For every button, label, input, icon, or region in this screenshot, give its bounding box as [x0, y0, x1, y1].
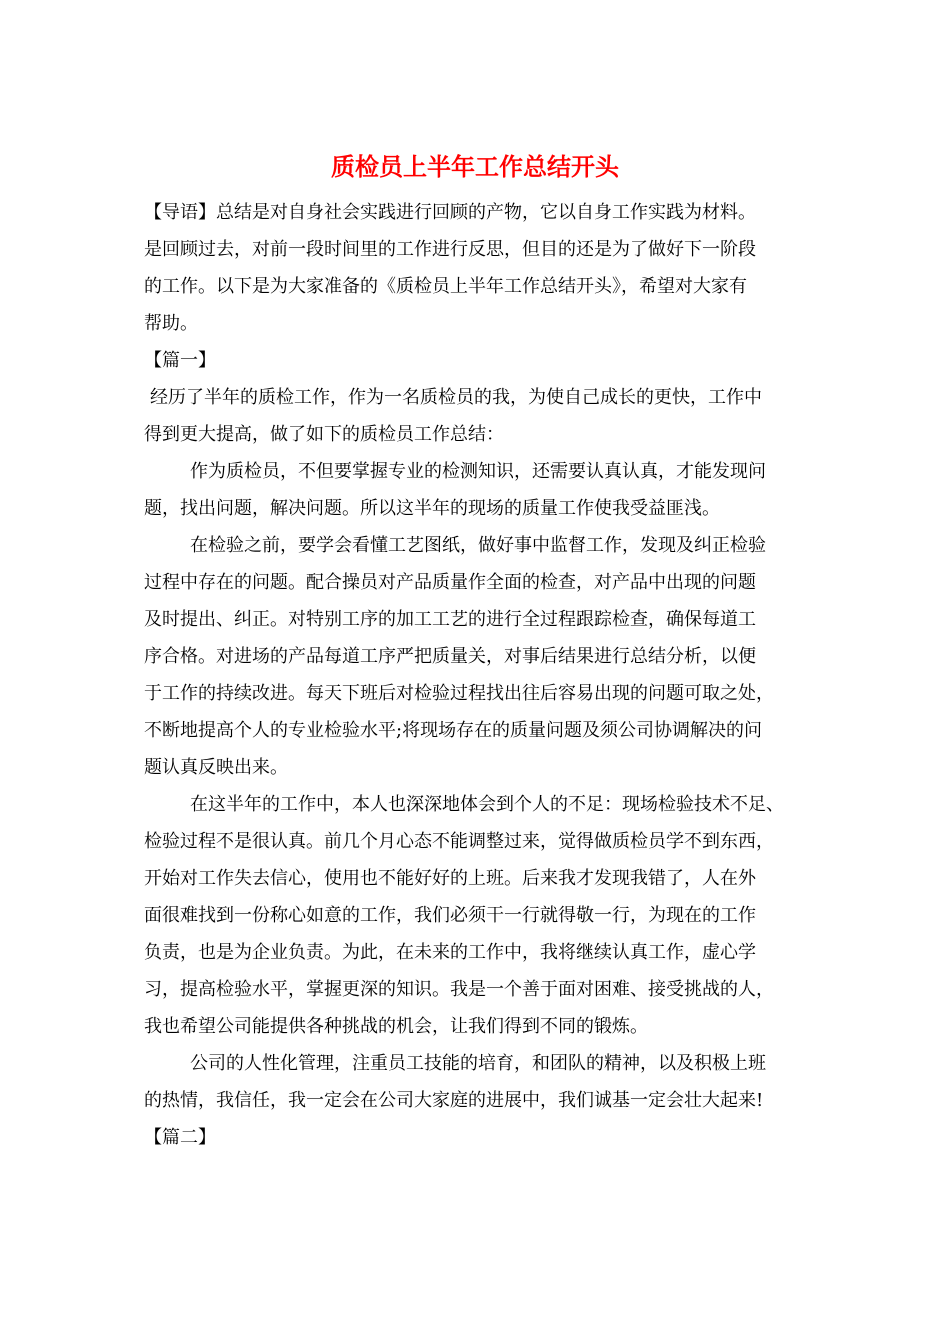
- paragraph-line: 负责，也是为企业负责。为此，在未来的工作中，我将继续认真工作，虚心学: [144, 942, 756, 963]
- paragraph-line: 得到更大提高，做了如下的质检员工作总结：: [144, 424, 504, 445]
- paragraph-line: 过程中存在的问题。配合操员对产品质量作全面的检查，对产品中出现的问题: [144, 572, 756, 593]
- paragraph-line: 习，提高检验水平，掌握更深的知识。我是一个善于面对困难、接受挑战的人，: [144, 979, 774, 1000]
- paragraph-line: 的热情，我信任，我一定会在公司大家庭的进展中，我们诚基一定会壮大起来!: [144, 1090, 764, 1111]
- paragraph-line: 作为质检员，不但要掌握专业的检测知识，还需要认真认真，才能发现问: [190, 461, 766, 482]
- paragraph-line: 题认真反映出来。: [144, 757, 288, 778]
- intro-line-2: 是回顾过去，对前一段时间里的工作进行反思，但目的还是为了做好下一阶段: [144, 239, 756, 260]
- document-title: 质检员上半年工作总结开头: [331, 152, 619, 181]
- paragraph-line: 于工作的持续改进。每天下班后对检验过程找出往后容易出现的问题可取之处，: [144, 683, 774, 704]
- paragraph-line: 题，找出问题，解决问题。所以这半年的现场的质量工作使我受益匪浅。: [144, 498, 720, 519]
- paragraph-line: 公司的人性化管理，注重员工技能的培育，和团队的精神，以及积极上班: [190, 1053, 766, 1074]
- intro-line-1: 【导语】总结是对自身社会实践进行回顾的产物，它以自身工作实践为材料。: [144, 202, 756, 223]
- paragraph-line: 在检验之前，要学会看懂工艺图纸，做好事中监督工作，发现及纠正检验: [190, 535, 766, 556]
- paragraph-line: 开始对工作失去信心，使用也不能好好的上班。后来我才发现我错了，人在外: [144, 868, 756, 889]
- paragraph-line: 不断地提高个人的专业检验水平;将现场存在的质量问题及须公司协调解决的问: [144, 720, 763, 741]
- paragraph-line: 面很难找到一份称心如意的工作，我们必须干一行就得敬一行，为现在的工作: [144, 905, 756, 926]
- paragraph-line: 我也希望公司能提供各种挑战的机会，让我们得到不同的锻炼。: [144, 1016, 648, 1037]
- paragraph-line: 及时提出、纠正。对特别工序的加工工艺的进行全过程跟踪检查，确保每道工: [144, 609, 756, 630]
- paragraph-line: 经历了半年的质检工作，作为一名质检员的我，为使自己成长的更快，工作中: [150, 387, 762, 408]
- section-heading-2: 【篇二】: [144, 1127, 216, 1148]
- paragraph-line: 在这半年的工作中，本人也深深地体会到个人的不足：现场检验技术不足、: [190, 794, 784, 815]
- intro-line-3: 的工作。以下是为大家准备的《质检员上半年工作总结开头》，希望对大家有: [144, 276, 747, 297]
- section-heading-1: 【篇一】: [144, 350, 216, 371]
- paragraph-line: 序合格。对进场的产品每道工序严把质量关，对事后结果进行总结分析，以便: [144, 646, 756, 667]
- paragraph-line: 检验过程不是很认真。前几个月心态不能调整过来，觉得做质检员学不到东西，: [144, 831, 774, 852]
- intro-line-4: 帮助。: [144, 313, 198, 334]
